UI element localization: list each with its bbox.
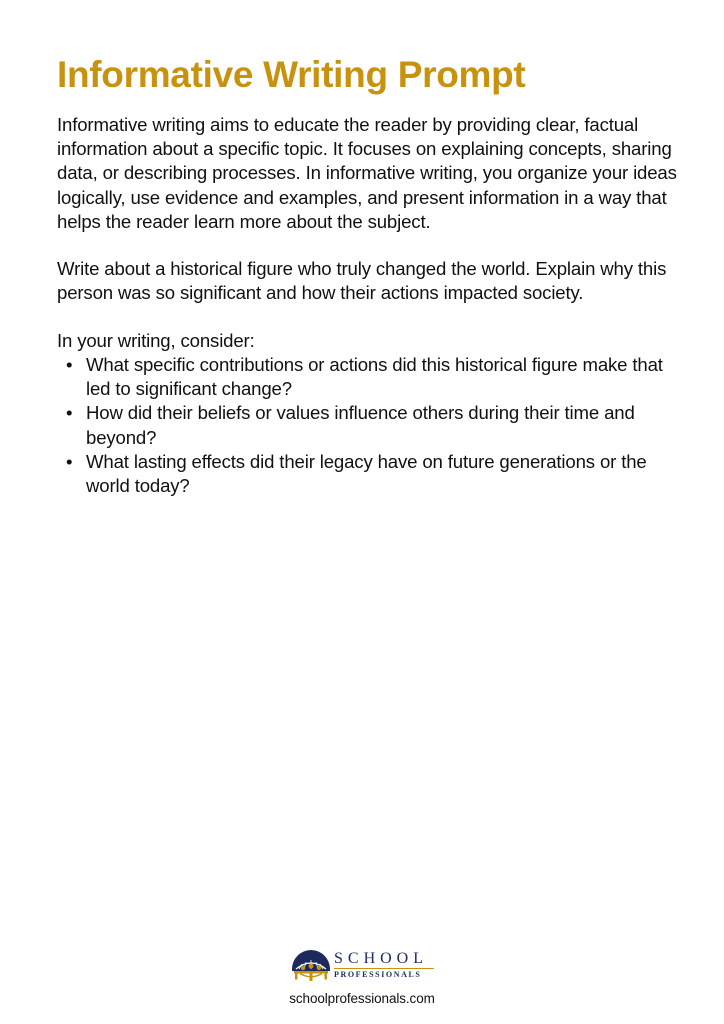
logo-emblem-icon (290, 947, 332, 983)
list-item: • How did their beliefs or values influence others during their time and beyond? (57, 401, 682, 449)
prompt-paragraph: Write about a historical figure who truly changed the world. Explain why this person was so significant and how their actions impacted society. (57, 258, 667, 304)
consider-label: In your writing, consider: (57, 330, 255, 351)
logo-divider (334, 968, 434, 970)
list-item: • What lasting effects did their legacy have on future generations or the world today? (57, 450, 682, 498)
logo-text-professionals: PROFESSIONALS (334, 970, 422, 980)
list-item: • What specific contributions or actions did this historical figure make that led to significant change? (57, 353, 682, 401)
website-link[interactable]: schoolprofessionals.com (289, 991, 435, 1006)
school-professionals-logo (290, 947, 434, 983)
considerations-list (57, 353, 682, 498)
intro-paragraph: Informative writing aims to educate the reader by providing clear, factual information about a specific topic. It focuses on explaining concepts, sharing data, or describing processes. In informative writing, you organize your ideas logically, use evidence and examples, and present information in a way that helps the reader learn more about the subject. (57, 114, 677, 232)
logo-text-school: SCHOOL (334, 949, 429, 967)
page-title: Informative Writing Prompt (57, 54, 526, 95)
footer (0, 947, 724, 1006)
